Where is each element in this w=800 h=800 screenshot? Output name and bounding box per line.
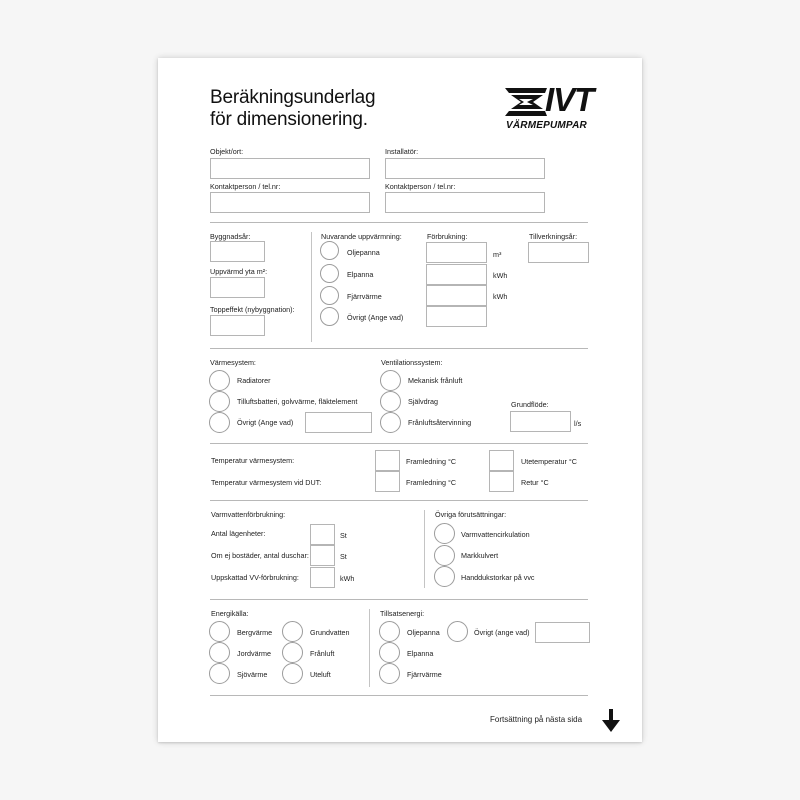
form-sheet [158,58,642,742]
grundvatten-label: Grundvatten [310,628,350,637]
divider [210,348,588,349]
kontakt-label-2: Kontaktperson / tel.nr: [385,182,456,191]
installator-field[interactable] [385,158,545,179]
bergvarme-label: Bergvärme [237,628,273,637]
sjovarme-radio[interactable] [209,663,230,684]
tillsats-oljepanna-label: Oljepanna [407,628,440,637]
unit-m3: m³ [493,250,502,259]
utetemperatur-label: Utetemperatur °C [521,457,578,466]
retur-label: Retur °C [521,478,549,487]
radiatorer-radio[interactable] [209,370,230,391]
framledning-field-1[interactable] [375,450,400,471]
forbrukning-field-3[interactable] [426,285,487,306]
antal-duschar-label: Om ej bostäder, antal duschar: [211,551,309,560]
tillsats-elpanna-radio[interactable] [379,642,400,663]
temp-varmesystem-label: Temperatur värmesystem: [211,456,295,465]
ivt-logo [505,81,611,133]
tillsats-ovrigt-field[interactable] [535,622,590,643]
uppvarmning-title: Nuvarande uppvärmning: [321,232,402,241]
installator-label: Installatör: [385,147,419,156]
kontakt-field-1[interactable] [210,192,370,213]
brand-subtitle: VÄRMEPUMPAR [506,120,587,131]
franluft-label: Frånluft [310,649,335,658]
markkulvert-label: Markkulvert [461,551,499,560]
ovrigt-uppvarmning-radio[interactable] [320,307,339,326]
varmvattencirkulation-label: Varmvattencirkulation [461,530,530,539]
framledning-field-2[interactable] [375,471,400,492]
divider [210,443,588,444]
divider [210,500,588,501]
energikalla-title: Energikälla: [211,609,249,618]
objekt-field[interactable] [210,158,370,179]
uteluft-label: Uteluft [310,670,331,679]
vv-forbrukning-label: Uppskattad VV-förbrukning: [211,573,299,582]
franluftsatervinning-radio[interactable] [380,412,401,433]
fjarrvarme-label: Fjärrvärme [347,292,382,301]
franluftsatervinning-label: Frånluftsåtervinning [408,418,472,427]
mekanisk-franluft-radio[interactable] [380,370,401,391]
varmvattencirkulation-radio[interactable] [434,523,455,544]
mekanisk-franluft-label: Mekanisk frånluft [408,376,463,385]
handdukstorkar-radio[interactable] [434,566,455,587]
antal-lagenheter-label: Antal lägenheter: [211,529,266,538]
vv-forbrukning-unit: kWh [340,574,355,583]
forbrukning-field-2[interactable] [426,264,487,285]
tillsats-ovrigt-radio[interactable] [447,621,468,642]
yta-label: Uppvärmd yta m²: [210,267,268,276]
divider [210,599,588,600]
column-divider [424,510,425,588]
sjovarme-label: Sjövärme [237,670,268,679]
tilluftsbatteri-label: Tilluftsbatteri, golvvärme, fläktelement [237,397,358,406]
jordvarme-label: Jordvärme [237,649,271,658]
sjalvdrag-label: Självdrag [408,397,438,406]
varmvatten-title: Varmvattenförbrukning: [211,510,286,519]
ovrigt-uppvarmning-label: Övrigt (Ange vad) [347,313,404,322]
arrow-down-icon[interactable] [601,709,621,733]
objekt-label: Objekt/ort: [210,147,244,156]
ovrigt-varmesystem-radio[interactable] [209,412,230,433]
grundflode-field[interactable] [510,411,571,432]
yta-field[interactable] [210,277,265,298]
franluft-radio[interactable] [282,642,303,663]
vv-forbrukning-field[interactable] [310,567,335,588]
ivt-logo-mark-icon [505,88,547,116]
title-line-1: Beräkningsunderlag [210,87,376,108]
unit-kwh-1: kWh [493,271,508,280]
unit-kwh-2: kWh [493,292,508,301]
elpanna-label: Elpanna [347,270,374,279]
handdukstorkar-label: Handdukstorkar på vvc [461,573,535,582]
antal-lagenheter-unit: St [340,531,347,540]
utetemperatur-field[interactable] [489,450,514,471]
ovriga-title: Övriga förutsättningar: [435,510,507,519]
title-line-2: för dimensionering. [210,109,368,130]
divider [210,222,588,223]
tillsats-fjarrvarme-label: Fjärrvärme [407,670,442,679]
grundflode-unit: l/s [574,419,582,428]
temp-dut-label: Temperatur värmesystem vid DUT: [211,478,322,487]
framledning-label-1: Framledning °C [406,457,457,466]
divider [210,695,588,696]
ventilation-title: Ventilationssystem: [381,358,443,367]
oljepanna-radio[interactable] [320,241,339,260]
toppeffekt-field[interactable] [210,315,265,336]
forbrukning-field-1[interactable] [426,242,487,263]
tillsats-elpanna-label: Elpanna [407,649,434,658]
column-divider [369,609,370,687]
fjarrvarme-radio[interactable] [320,286,339,305]
ovrigt-varmesystem-label: Övrigt (Ange vad) [237,418,294,427]
antal-lagenheter-field[interactable] [310,524,335,545]
grundflode-label: Grundflöde: [511,400,549,409]
brand-name: IVT [545,81,594,118]
column-divider [311,232,312,342]
elpanna-radio[interactable] [320,264,339,283]
grundvatten-radio[interactable] [282,621,303,642]
tillsats-ovrigt-label: Övrigt (ange vad) [474,628,530,637]
form-title [210,87,375,131]
ovrigt-varmesystem-field[interactable] [305,412,372,433]
bergvarme-radio[interactable] [209,621,230,642]
tillsats-oljepanna-radio[interactable] [379,621,400,642]
oljepanna-label: Oljepanna [347,248,380,257]
forbrukning-title: Förbrukning: [427,232,468,241]
tilluftsbatteri-radio[interactable] [209,391,230,412]
markkulvert-radio[interactable] [434,545,455,566]
toppeffekt-label: Toppeffekt (nybyggnation): [210,305,295,314]
framledning-label-2: Framledning °C [406,478,457,487]
footer-text: Fortsättning på nästa sida [490,715,583,724]
antal-duschar-unit: St [340,552,347,561]
tillsatsenergi-title: Tillsatsenergi: [380,609,425,618]
radiatorer-label: Radiatorer [237,376,271,385]
tillverkningsar-label: Tillverkningsår: [529,232,578,241]
tillverkningsar-field[interactable] [528,242,589,263]
uteluft-radio[interactable] [282,663,303,684]
antal-duschar-field[interactable] [310,545,335,566]
kontakt-label-1: Kontaktperson / tel.nr: [210,182,281,191]
varmesystem-title: Värmesystem: [210,358,256,367]
kontakt-field-2[interactable] [385,192,545,213]
byggnadsar-label: Byggnadsår: [210,232,251,241]
forbrukning-field-4[interactable] [426,306,487,327]
tillsats-fjarrvarme-radio[interactable] [379,663,400,684]
jordvarme-radio[interactable] [209,642,230,663]
sjalvdrag-radio[interactable] [380,391,401,412]
byggnadsar-field[interactable] [210,241,265,262]
retur-field[interactable] [489,471,514,492]
